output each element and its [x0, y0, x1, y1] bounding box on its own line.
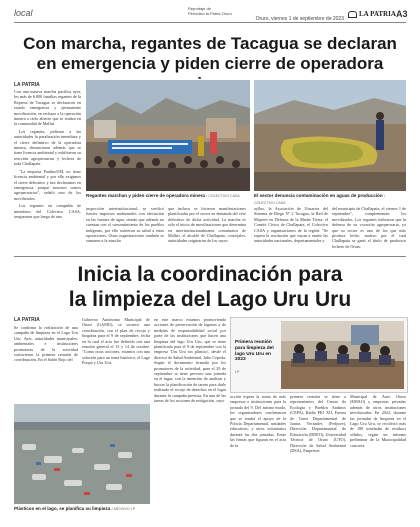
photo1-credit: COLECTIVO CASA [208, 194, 240, 198]
photo1-caption: Regantes marchan y piden cierre de operadora minera / COLECTIVO CASA [86, 193, 240, 198]
photo1-caption-text: Regantes marchan y piden cierre de operadora minera [86, 193, 205, 198]
meeting-photo [281, 321, 404, 389]
meeting-photo-caption: Primera reunión para limpieza del lago Uru Uru en 2023 [235, 340, 274, 363]
article2-col5: primera reunión se tiene a representantes del Centro de Ecología y Pueblos Andinos (CEPA), Radio PIO XII, Fuerza de Tarea Departamental de Juntas Vecinales (Fedjuve), Dirección Departamental de Educación (DDEO), Universidad Técnica de Oruro (UTO), Dirección de Salud Ambiental (DSA), Empresas [290, 394, 346, 454]
article1-p4: Los regantes en compañía de miembros del Colectivo CASA, aseguraron que luego de una [14, 203, 81, 219]
article-divider [14, 256, 406, 257]
article1-photo-water [254, 80, 406, 191]
article1-col3: que incluso se hicieron manifestaciones planificadas por el sector en demanda del cese definitivo de dicha actividad. La marcha es sólo el inicio de movilizaciones que determina en interinstitucionalmente comunarios de Malliri, el alcalde de Challapata, concejales, autoridades originarias de los suyos [168, 206, 246, 244]
article1-quote: "La empresa PaulinoUM, no tiene licencia ambiental y por ello exigimos el cierre definitivo y nos declaramos en emergencia, porque nosotros somos agropecuarios", señaló uno de los movilizados. [14, 168, 81, 201]
edition-info [188, 6, 232, 16]
photo2-credit: COLECTIVO CASA [254, 200, 286, 205]
header-rule [14, 22, 406, 23]
logo-mark-icon [348, 11, 357, 18]
meeting-photo-credit: LP [235, 370, 240, 374]
article1-col5: del municipio de Challapata, el viernes 1 de septiembre", complementan los movilizados. Los regantes indicaron que la defensa de su vocación agropecuaria, ya que su sector es uno de los que más produce leche, motivo por el cual Challapata se ganó el título de productor lechero de Oruro. [332, 206, 406, 249]
photo3-caption: Plásticos en el lago, se planifica su limpieza / ARCHIVO LP [14, 506, 136, 511]
article2-col4: acción espera la suma de más empresas e instituciones para la jornada del 9. Del mismo modo, los organizadores confirmaron que se tendrá el apoyo de la Policía Departamental, unidades educativas, y otros voluntarios durante las dos jornadas. Entre las firmas que figuran en el acta de la [230, 394, 286, 448]
article2-col1: Se confirma la realización de una campaña de limpieza en el Lago Uru Uru. Ayer, autoridades municipales, ambientales e instituciones promotoras de la actividad sostuvieron la primera reunión de coordinación. En el Salón Rojo del [14, 325, 78, 363]
edition-line-2: Periódico la Patria Oruro [188, 11, 232, 16]
article1-photo-march [86, 80, 250, 191]
article2-photo-plastics [14, 404, 150, 504]
meeting-photo-box [230, 317, 408, 393]
brand-logo [348, 10, 396, 18]
article2-col3: en este marco estamos promoviendo acciones de preservación de lagunas y de medidas de responsabilidad social por parte de las instituciones que hacen una limpieza del lago Uru Uru, que se tiene planificada para el 9 de septiembre con la empresa 'Uru Uru sin plástico', desde el director de Salud Ambiental, Julio Cepeda. Según el documento firmado por los promotores de la actividad, para el 29 de septiembre se tiene previsto una jornada en el lugar, con la intención de analizar y buscar la planificación de tareas para darle realizado el recojo de desechos en el lugar durante la campaña prevista. En una de las tareas de los acciones de mitigación, cuyo [154, 317, 226, 404]
article1-col2: inspección interinstitucional, se verificó fuertes impactos ambientales con afectación en las fuentes de agua, siendo que además no cuentan con el consentimiento de los pueblos indígenas, por ello sufrieron su salud a estas operaciones. Otras organizaciones también se sumaron a la marcha [86, 206, 164, 244]
article2-col6: Municipal de Aseo Oruro (EMAO) y empresas privadas además de otros instituciones involucradas. En 2022, durante las jornadas de limpieza en el Lago Uru Uru, se recolectó más de 180 toneladas de residuos sólidos, según un informe preliminar de la Municipalidad concreta. [350, 394, 406, 448]
article1-kicker: LA PATRIA [14, 82, 40, 88]
photo2-caption-text: El sector denuncia contaminación en aguas de producción [254, 193, 383, 198]
photo2-caption: El sector denuncia contaminación en aguas de producción / COLECTIVO CASA [254, 193, 385, 205]
article1-lead: Con una masiva marcha pacífica ayer, los más de 6.000 familias regantes de la Represa de Tacagua se declararon en estado emergencia y permanente movilización, en rechazo a la operación minera a cielo abierto que se realiza en la comunidad de Malliri. [14, 89, 81, 127]
article2-col2: Gobierno Autónomo Municipal de Oruro (GAMO), se sostuvo una coordinación, con el plan de recojo y limpieza para el 9 de septiembre, fecha en la cual el acto fue definido con una reunión general el 13 y 14 de octubre. "Como otras acciones, estamos con una solución para un tema histórico, el Lago Poopó y Uru Uru, [82, 317, 150, 366]
article2-headline-line1: Inicia la coordinación para [77, 263, 343, 286]
photo3-credit: ARCHIVO LP [113, 507, 136, 511]
section-label: local [14, 8, 33, 18]
photo3-caption-text: Plásticos en el lago, se planifica su limpieza [14, 506, 111, 511]
article1-col1 [14, 89, 81, 239]
article1-p2: Los regantes, pidieron a las autoridades la paralización inmediata y el cierre definitivo de la operadora minera, denunciaron además que se tiene licencia ambiental y exhibieron su reacción agropecuarias y lechera de toda Challapata. [14, 128, 81, 167]
article2-headline-line2: la limpieza del Lago Uru Uru [68, 288, 352, 311]
page-number: A3 [396, 9, 408, 19]
article1-col4: ayllus, la Asociación de Usuarios del Sistema de Riego Nº 2 Tacagua, la Red de Mujeres en Defensa de la Madre Tierra, el Comité Cívico de Challapata, el Colectivo CASA y organizaciones de la región. "Se espera la resolución que vayan a emitir las autoridades nacionales, departamentales y [254, 206, 328, 244]
issue-date: Oruro, viernes 1 de septiembre de 2023 [255, 16, 344, 22]
brand-name: LA PATRIA [359, 10, 396, 18]
article1-headline: Con marcha, regantes de Tacagua se declaran en emergencia y piden cierre de operadora [23, 34, 397, 73]
article2-kicker: LA PATRIA [14, 317, 40, 323]
edition-line-1: Reportaje de [188, 6, 211, 11]
